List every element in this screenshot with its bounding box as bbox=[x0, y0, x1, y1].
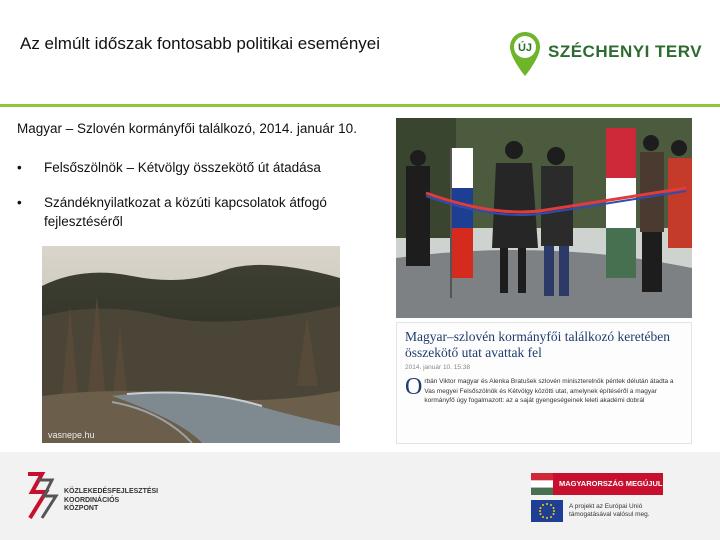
article-body bbox=[405, 374, 683, 406]
kkk-line-2: KOORDINÁCIÓS bbox=[64, 496, 120, 504]
eu-line-1: A projekt az Európai Unió bbox=[569, 503, 643, 510]
kkk-line-1: KÖZLEKEDÉSFEJLESZTÉSI bbox=[64, 488, 159, 495]
ceremony-image bbox=[396, 118, 692, 318]
slovenian-flag bbox=[451, 148, 473, 298]
bullet-list bbox=[17, 158, 397, 247]
kkk-logo bbox=[22, 470, 172, 522]
landscape-image bbox=[42, 246, 340, 443]
header-divider bbox=[0, 104, 720, 107]
bullet-text: Felsőszölnök – Kétvölgy összekötő út átadása bbox=[44, 160, 321, 175]
ribbon-cutting-photo bbox=[396, 118, 692, 318]
eu-support-logo bbox=[531, 500, 681, 522]
kkk-line-3: KÖZPONT bbox=[64, 505, 99, 512]
article-date: 2014. január 10. 15:38 bbox=[405, 364, 471, 371]
szechenyi-terv-logo bbox=[508, 30, 708, 90]
slide-header bbox=[0, 0, 720, 104]
szechenyi-wordmark: SZÉCHENYI TERV bbox=[548, 42, 703, 61]
eu-flag-icon bbox=[531, 500, 563, 522]
bullet-icon: • bbox=[17, 160, 22, 175]
news-article-clipping bbox=[396, 322, 692, 444]
article-headline: Magyar–szlovén kormányfői találkozó keretében összekötő utat avattak fel bbox=[405, 329, 671, 360]
bullet-icon: • bbox=[17, 195, 22, 210]
eu-support-text bbox=[569, 503, 650, 519]
magyarorszag-megujul-logo bbox=[531, 473, 663, 495]
kkk-emblem-icon bbox=[22, 470, 62, 522]
eu-line-2: támogatásával valósul meg. bbox=[569, 511, 650, 518]
photo-watermark: vasnepe.hu bbox=[48, 430, 95, 440]
event-subtitle: Magyar – Szlovén kormányfői találkozó, 2014. január 10. bbox=[17, 121, 357, 136]
kkk-wordmark bbox=[64, 488, 158, 514]
slide-title: Az elmúlt időszak fontosabb politikai eseményei bbox=[20, 34, 381, 53]
list-item bbox=[17, 158, 397, 177]
hungarian-flag-icon bbox=[531, 473, 553, 495]
bullet-text: Szándéknyilatkozat a közúti kapcsolatok átfogó fejlesztéséről bbox=[44, 195, 327, 229]
mo-wordmark: MAGYARORSZÁG MEGÚJUL bbox=[559, 479, 663, 488]
list-item bbox=[17, 193, 397, 231]
szechenyi-mark: ÚJ bbox=[517, 42, 533, 54]
article-drop-cap: O bbox=[405, 374, 423, 400]
location-pin-icon bbox=[508, 30, 542, 78]
road-landscape-photo bbox=[42, 246, 340, 443]
article-body-text: rbán Viktor magyar és Alenka Bratušek szlovén miniszterelnök péntek délután átadta a Vas megyei Felsőszölnök és Kétvölgy közötti utat, amelynek építéséről a magyar kormányfő úgy fogalmazott: az a saját gyengeségeinek leleti akadémi dobrál bbox=[424, 378, 674, 404]
